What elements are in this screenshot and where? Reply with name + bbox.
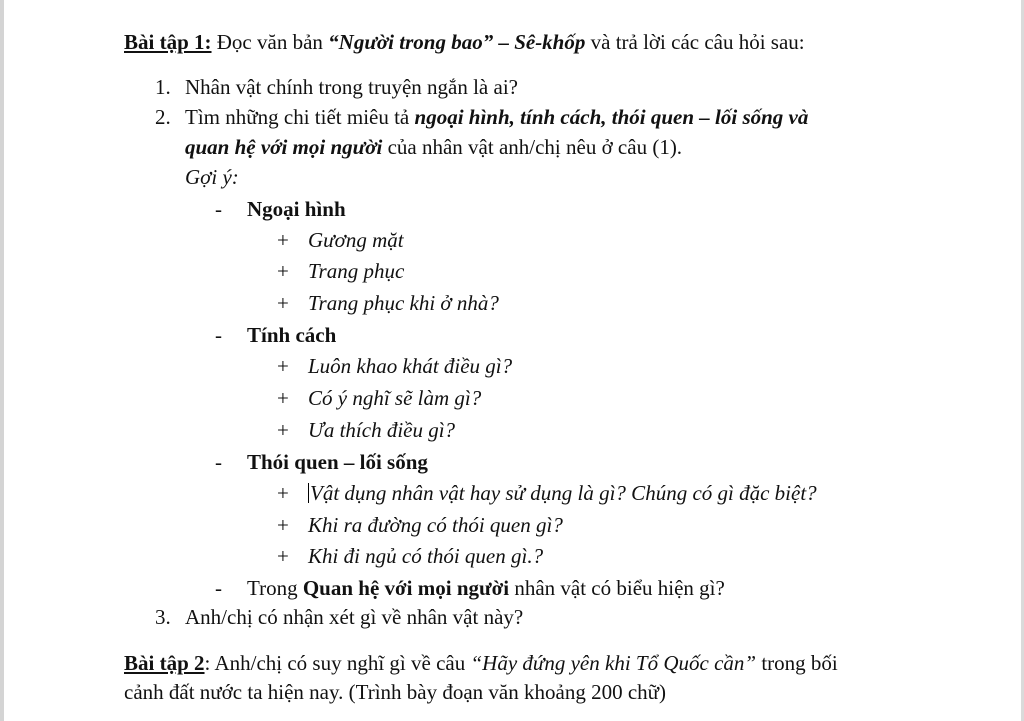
plus-marker: + [277,481,289,505]
plus-marker: + [277,291,289,315]
personality-item: Luôn khao khát điều gì? [308,354,513,378]
plus-marker: + [277,386,289,410]
question-3 [155,604,523,630]
exercise-2-text-b: trong bối [756,651,838,675]
exercise-1-work-title: “Người trong bao” – Sê-khốp [328,30,586,54]
exercise-1-intro: Đọc văn bản [211,30,329,54]
question-1 [155,74,518,100]
exercise-2-line-2: cảnh đất nước ta hiện nay. (Trình bày đoạn văn khoảng 200 chữ) [124,680,667,704]
question-2-text-a: Tìm những chi tiết miêu tả [185,105,415,129]
page-edge-left [0,0,4,721]
question-3-number: 3. [155,605,171,629]
exercise-2-line-1 [124,650,838,676]
question-2 [155,104,808,130]
relations-pre: Trong [247,576,303,600]
question-2-text-b: của nhân vật anh/chị nêu ở câu (1). [382,135,683,159]
personality-title: Tính cách [247,323,337,347]
question-2-bold-a: ngoại hình, tính cách, thói quen – lối sống và [414,105,809,129]
habits-item: Khi ra đường có thói quen gì? [308,513,563,537]
exercise-2-text-a: : Anh/chị có suy nghĩ gì về câu [204,651,471,675]
question-2-bold-b: quan hệ với mọi người [185,135,383,159]
habits-title: Thói quen – lối sống [247,450,428,474]
exercise-1-heading [124,29,805,55]
relations-bold: Quan hệ với mọi người [302,576,510,600]
appearance-item: Trang phục khi ở nhà? [308,291,499,315]
question-2-number: 2. [155,105,171,129]
habits-item [308,480,817,506]
plus-marker: + [277,513,289,537]
question-3-text: Anh/chị có nhận xét gì về nhân vật này? [185,605,524,629]
exercise-2-quote: “Hãy đứng yên khi Tổ Quốc cần” [470,651,757,675]
hint-label: Gợi ý: [185,165,239,189]
plus-marker: + [277,354,289,378]
plus-marker: + [277,544,289,568]
exercise-2-label: Bài tập 2 [124,651,205,675]
relations-dash: - [215,576,222,600]
question-1-text: Nhân vật chính trong truyện ngắn là ai? [185,75,518,99]
appearance-dash: - [215,197,222,221]
personality-item: Có ý nghĩ sẽ làm gì? [308,386,482,410]
question-1-number: 1. [155,75,171,99]
habits-item: Khi đi ngủ có thói quen gì.? [308,544,544,568]
exercise-1-rest: và trả lời các câu hỏi sau: [585,30,805,54]
appearance-item: Trang phục [308,259,405,283]
question-2-line-2 [185,134,682,160]
relations-post: nhân vật có biểu hiện gì? [509,576,725,600]
relations-line [247,575,725,601]
personality-dash: - [215,323,222,347]
appearance-title: Ngoại hình [247,197,346,221]
appearance-item: Gương mặt [308,228,404,252]
text-cursor [308,483,309,503]
habits-item-text: Vật dụng nhân vật hay sử dụng là gì? Chúng có gì đặc biệt? [310,481,817,505]
personality-item: Ưa thích điều gì? [308,418,456,442]
plus-marker: + [277,418,289,442]
plus-marker: + [277,259,289,283]
exercise-1-label: Bài tập 1: [124,30,212,54]
habits-dash: - [215,450,222,474]
plus-marker: + [277,228,289,252]
